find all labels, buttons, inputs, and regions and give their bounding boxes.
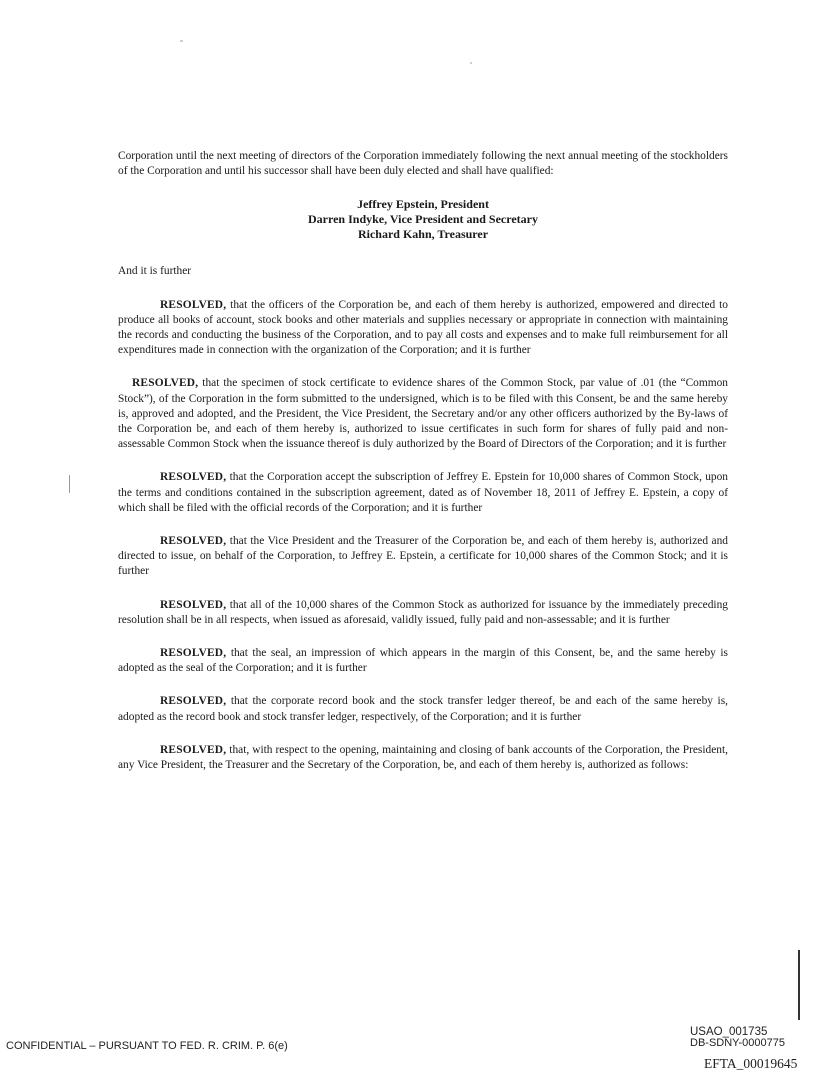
resolved-keyword: RESOLVED,: [160, 695, 227, 708]
efta-number: EFTA_00019645: [704, 1056, 798, 1071]
resolution-text: that the Vice President and the Treasurer of the Corporation be, and each of them hereby is, authorized and directed to issue, on behalf of the Corporation, to Jeffrey E. Epstein, a certificate for 10,000 shares of the Common Stock; and it is further: [118, 535, 728, 578]
bates-stamp: [690, 1027, 785, 1049]
resolution-7: [118, 694, 728, 724]
resolved-keyword: RESOLVED,: [160, 647, 227, 660]
transition-text: And it is further: [118, 265, 192, 278]
resolved-keyword: RESOLVED,: [132, 377, 199, 390]
resolution-2: [118, 376, 728, 452]
resolution-text: that the seal, an impression of which appears in the margin of this Consent, be, and the same hereby is adopted as the seal of the Corporation; and it is further: [118, 647, 728, 675]
officer-treasurer: Richard Kahn, Treasurer: [357, 227, 489, 242]
resolution-text: that the Corporation accept the subscription of Jeffrey E. Epstein for 10,000 shares of Common Stock, upon the terms and conditions contained in the subscription agreement, dated as of November 18, 2011 of Jeffrey E. Epstein, a copy of which shall be filed with the official records of the Corporation; and it is further: [118, 471, 728, 514]
resolved-keyword: RESOLVED,: [160, 471, 227, 484]
resolution-6: [118, 646, 728, 676]
document-body: [118, 149, 728, 791]
bates-db: DB-SDNY-0000775: [690, 1037, 785, 1049]
resolved-keyword: RESOLVED,: [160, 298, 227, 311]
scan-speck: [470, 62, 472, 64]
opening-paragraph: Corporation until the next meeting of directors of the Corporation immediately following the next annual meeting of the stockholders of the Corporation and until his successor shall have been duly elected and shall have qualified:: [118, 150, 728, 178]
resolved-keyword: RESOLVED,: [160, 598, 227, 611]
scan-speck: [69, 475, 70, 493]
resolved-keyword: RESOLVED,: [160, 535, 227, 548]
resolution-1: [118, 298, 728, 359]
resolution-text: that the specimen of stock certificate to evidence shares of the Common Stock, par value of .01 (the “Common Stock”), of the Corporation in the form submitted to the undersigned, which is to be filed with this Consent, be and the same hereby is, approved and adopted, and the President, the Vice President, the Secretary and/or any other officers authorized by the By-laws of the Corporation be, and each of them hereby is, authorized to issue certificates in such form for shares of fully paid and non-assessable Common Stock when the issuance thereof is duly authorized by the Board of Directors of the Corporation; and it is further: [118, 377, 728, 451]
officer-list: [118, 197, 728, 242]
resolution-text: that the corporate record book and the stock transfer ledger thereof, be and each of the same hereby is, adopted as the record book and stock transfer ledger, respectively, of the Corporation; and it is further: [118, 695, 728, 723]
resolution-8: [118, 743, 728, 773]
resolution-3: [118, 470, 728, 516]
resolved-keyword: RESOLVED,: [160, 743, 227, 756]
officer-vice-president: Darren Indyke, Vice President and Secretary: [308, 212, 538, 227]
resolution-text: that, with respect to the opening, maintaining and closing of bank accounts of the Corporation, the President, any Vice President, the Treasurer and the Secretary of the Corporation, be, and each of them hereby is, authorized as follows:: [118, 743, 728, 772]
margin-mark: [798, 950, 800, 1020]
officer-president: Jeffrey Epstein, President: [357, 197, 489, 212]
resolution-text: that all of the 10,000 shares of the Common Stock as authorized for issuance by the immediately preceding resolution shall be in all respects, when issued as aforesaid, validly issued, fully paid and non-assessable; and it is further: [118, 598, 728, 626]
resolution-5: [118, 598, 728, 628]
scan-speck: [180, 40, 183, 42]
resolution-4: [118, 534, 728, 580]
bates-usao: USAO_001735: [690, 1026, 768, 1038]
resolution-text: that the officers of the Corporation be, and each of them hereby is authorized, empowered and directed to produce all books of account, stock books and other materials and supplies necessary or appropriate in connection with maintaining the records and conducting the business of the Corporation, and to pay all costs and expenses and to make full reimbursement for all expenditures made in connection with the organization of the Corporation; and it is further: [118, 298, 728, 357]
confidential-footer: CONFIDENTIAL – PURSUANT TO FED. R. CRIM. P. 6(e): [6, 1040, 288, 1052]
